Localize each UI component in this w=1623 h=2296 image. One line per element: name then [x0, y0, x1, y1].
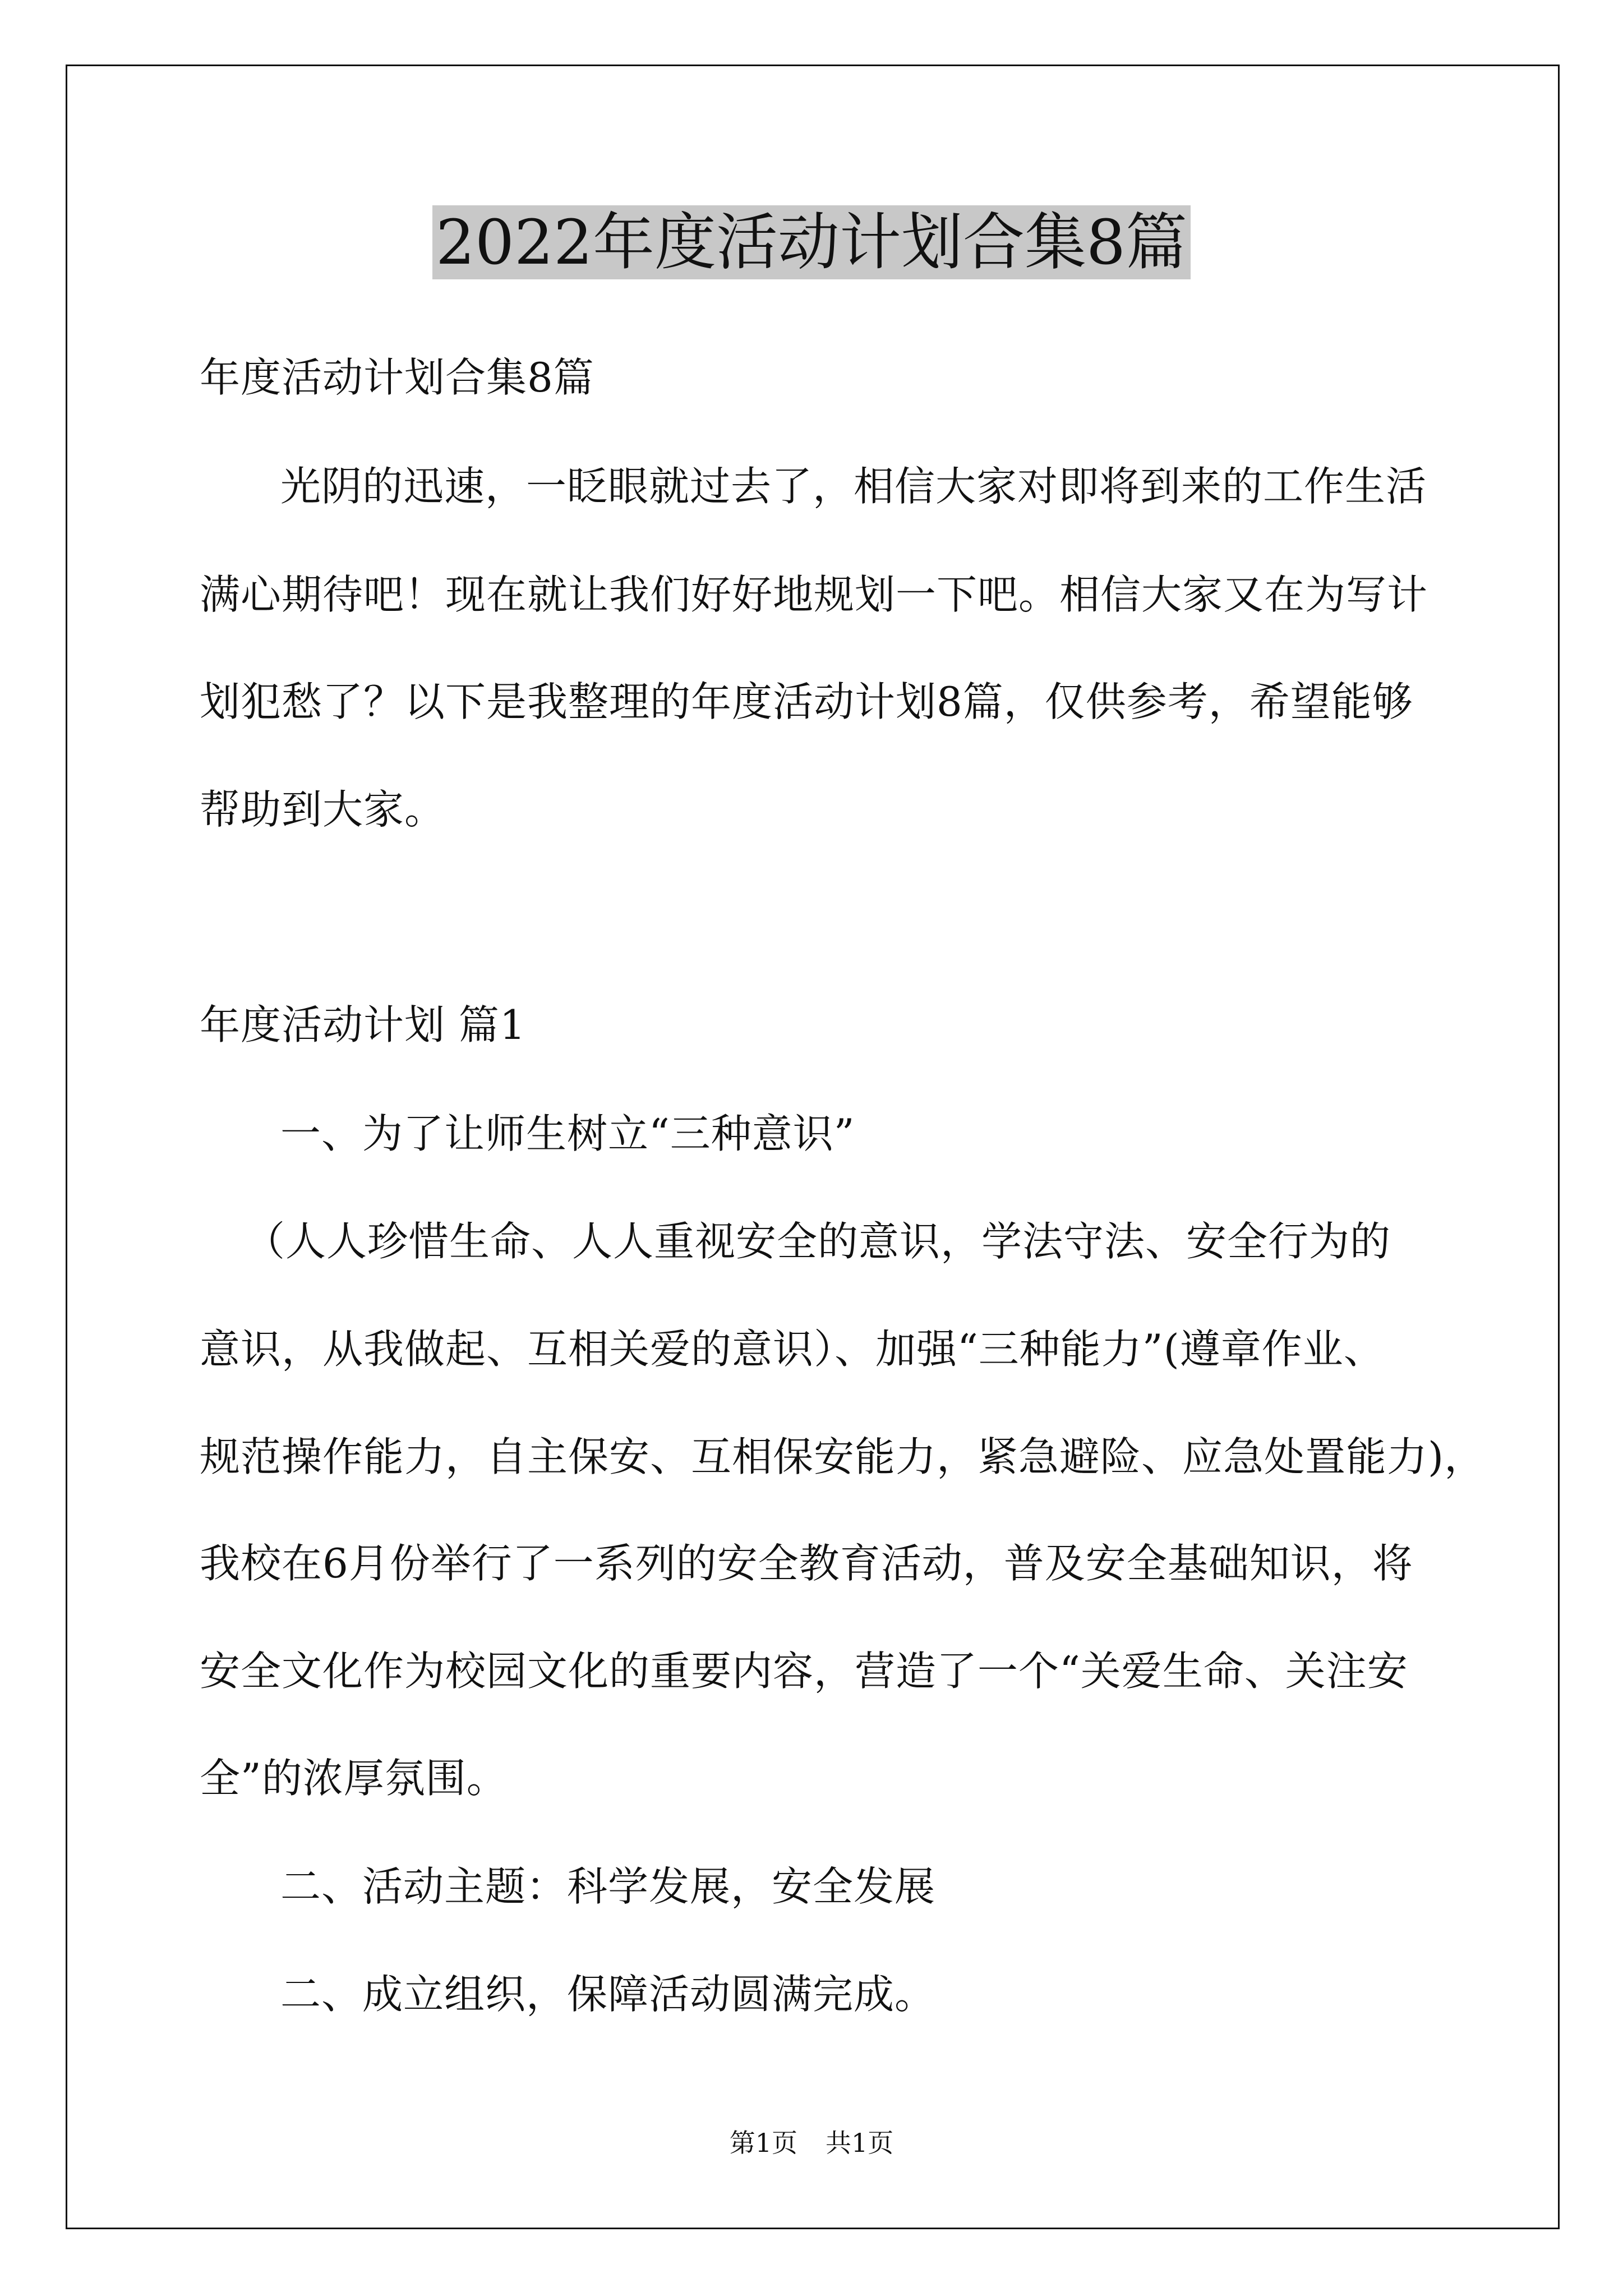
- intro-line: 帮助到大家。: [200, 786, 446, 833]
- section-line: 全”的浓厚氛围。: [200, 1755, 508, 1802]
- section-line: 一、为了让师生树立“三种意识”: [280, 1110, 855, 1157]
- document-title-text: 2022年度活动计划合集8篇: [432, 205, 1191, 279]
- page-footer: [0, 2126, 1623, 2160]
- document-title: [0, 203, 1623, 282]
- section-line: 二、活动主题：科学发展，安全发展: [280, 1863, 936, 1910]
- section-line: 我校在6月份举行了一系列的安全教育活动，普及安全基础知识，将: [200, 1540, 1413, 1587]
- intro-line: 光阴的迅速，一眨眼就过去了，相信大家对即将到来的工作生活: [280, 463, 1427, 510]
- section-line: （人人珍惜生命、人人重视安全的意识，学法守法、安全行为的: [245, 1218, 1391, 1265]
- section-line: 安全文化作为校园文化的重要内容，营造了一个“关爱生命、关注安: [200, 1648, 1408, 1695]
- section-heading: 年度活动计划 篇1: [200, 1001, 526, 1048]
- section-line: 规范操作能力，自主保安、互相保安能力，紧急避险、应急处置能力)，: [200, 1433, 1486, 1480]
- section-line: 二、成立组织，保障活动圆满完成。: [280, 1971, 936, 2018]
- page-total: 共1页: [826, 2128, 894, 2158]
- subtitle: 年度活动计划合集8篇: [200, 354, 594, 401]
- page-number: 第1页: [729, 2128, 797, 2158]
- intro-line: 满心期待吧！现在就让我们好好地规划一下吧。相信大家又在为写计: [200, 571, 1428, 618]
- section-line: 意识，从我做起、互相关爱的意识）、加强“三种能力”(遵章作业、: [200, 1326, 1385, 1373]
- intro-line: 划犯愁了？以下是我整理的年度活动计划8篇，仅供参考，希望能够: [200, 678, 1413, 725]
